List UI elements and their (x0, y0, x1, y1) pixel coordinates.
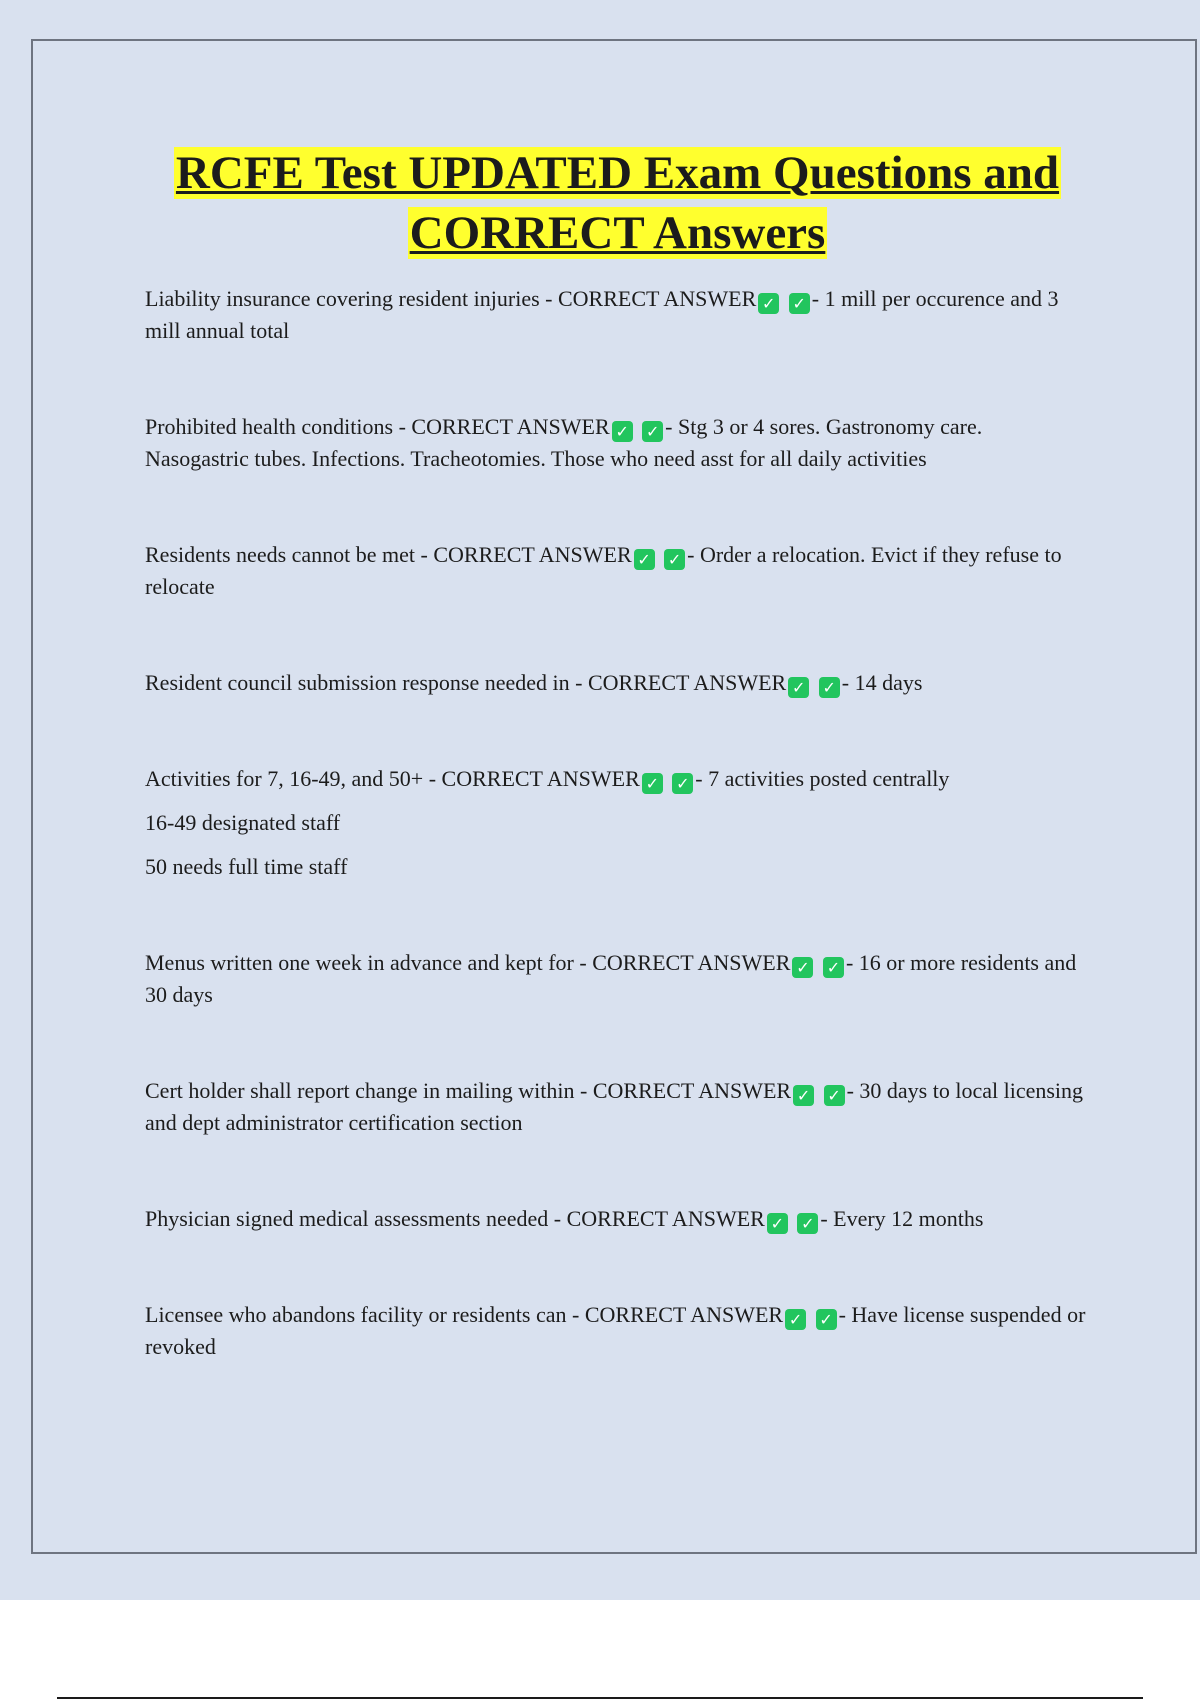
check-icon: ✓ (793, 1085, 814, 1106)
qa-line: Physician signed medical assessments needed - CORRECT ANSWER ✓ ✓ - Every 12 months (145, 1206, 984, 1233)
question-text: Physician signed medical assessments needed (145, 1206, 549, 1231)
check-icon: ✓ (819, 677, 840, 698)
qa-item (145, 283, 1090, 347)
question-text: Menus written one week in advance and kept for (145, 950, 574, 975)
answer-extra-line: 50 needs full time staff (145, 854, 348, 879)
answer-text: 7 activities posted centrally (708, 766, 950, 791)
check-icon: ✓ (816, 1309, 837, 1330)
answer-marker: CORRECT ANSWER (433, 542, 632, 567)
check-icon: ✓ (642, 421, 663, 442)
check-icon: ✓ (788, 677, 809, 698)
check-icon: ✓ (823, 957, 844, 978)
bottom-divider (57, 1697, 1143, 1699)
answer-text: 16 or more residents and 30 days (145, 950, 1077, 1007)
qa-item (145, 539, 1090, 603)
qa-item (145, 1075, 1090, 1139)
question-text: Prohibited health conditions (145, 414, 394, 439)
qa-item (145, 667, 1090, 699)
answer-marker: CORRECT ANSWER (411, 414, 610, 439)
answer-extra-line: 16-49 designated staff (145, 810, 341, 835)
answer-text: Order a relocation. Evict if they refuse to relocate (145, 542, 1062, 599)
answer-marker: CORRECT ANSWER (592, 950, 791, 975)
check-icon: ✓ (792, 957, 813, 978)
answer-marker: CORRECT ANSWER (566, 1206, 765, 1231)
qa-item (145, 1299, 1090, 1363)
answer-text: 30 days to local licensing and dept administrator certification section (145, 1078, 1084, 1135)
answer-text: Have license suspended or revoked (145, 1302, 1086, 1359)
answer-marker: CORRECT ANSWER (584, 1302, 784, 1327)
answer-text: Stg 3 or 4 sores. Gastronomy care. Nasogastric tubes. Infections. Tracheotomies. Those who need asst for all daily activities (145, 414, 983, 471)
qa-line: Prohibited health conditions - CORRECT ANSWER ✓ ✓ - Stg 3 or 4 sores. Gastronomy care. Nasogastric tubes. Infections. Tracheotomies. Those who need asst for all daily activities (145, 414, 983, 471)
question-text: Cert holder shall report change in mailing within (145, 1078, 575, 1103)
qa-item (145, 1203, 1090, 1235)
qa-line: Licensee who abandons facility or residents can - CORRECT ANSWER ✓ ✓ - Have license suspended or revoked (145, 1302, 1086, 1359)
qa-line: Resident council submission response needed in - CORRECT ANSWER ✓ ✓ - 14 days (145, 670, 923, 697)
qa-line: Residents needs cannot be met - CORRECT ANSWER ✓ ✓ - Order a relocation. Evict if they refuse to relocate (145, 542, 1062, 599)
check-icon: ✓ (824, 1085, 845, 1106)
question-text: Activities for 7, 16-49, and 50+ (145, 766, 424, 791)
page-title (145, 143, 1090, 263)
answer-marker: CORRECT ANSWER (441, 766, 640, 791)
qa-list (145, 283, 1090, 1363)
question-text: Liability insurance covering resident injuries (145, 286, 540, 311)
qa-item (145, 763, 1090, 883)
answer-marker: CORRECT ANSWER (592, 1078, 792, 1103)
check-icon: ✓ (672, 773, 693, 794)
check-icon: ✓ (612, 421, 633, 442)
answer-text: 1 mill per occurence and 3 mill annual total (145, 286, 1059, 343)
qa-line: Liability insurance covering resident injuries - CORRECT ANSWER ✓ ✓ - 1 mill per occurence and 3 mill annual total (145, 286, 1059, 343)
document-content (145, 143, 1090, 1427)
answer-marker: CORRECT ANSWER (587, 670, 787, 695)
check-icon: ✓ (785, 1309, 806, 1330)
qa-item (145, 947, 1090, 1011)
qa-item (145, 411, 1090, 475)
answer-marker: CORRECT ANSWER (558, 286, 757, 311)
title-highlight: RCFE Test UPDATED Exam Questions and CORRECT Answers (175, 147, 1060, 259)
check-icon: ✓ (797, 1213, 818, 1234)
question-text: Licensee who abandons facility or residents can (145, 1302, 567, 1327)
check-icon: ✓ (634, 549, 655, 570)
question-text: Resident council submission response needed in (145, 670, 570, 695)
check-icon: ✓ (789, 293, 810, 314)
check-icon: ✓ (664, 549, 685, 570)
qa-line: Activities for 7, 16-49, and 50+ - CORRECT ANSWER ✓ ✓ - 7 activities posted centrally (145, 766, 950, 793)
answer-text: Every 12 months (833, 1206, 984, 1231)
check-icon: ✓ (767, 1213, 788, 1234)
qa-line: Menus written one week in advance and kept for - CORRECT ANSWER ✓ ✓ - 16 or more residents and 30 days (145, 950, 1077, 1007)
check-icon: ✓ (758, 293, 779, 314)
question-text: Residents needs cannot be met (145, 542, 416, 567)
check-icon: ✓ (642, 773, 663, 794)
qa-line: Cert holder shall report change in mailing within - CORRECT ANSWER ✓ ✓ - 30 days to local licensing and dept administrator certification section (145, 1078, 1084, 1135)
answer-text: 14 days (854, 670, 923, 695)
